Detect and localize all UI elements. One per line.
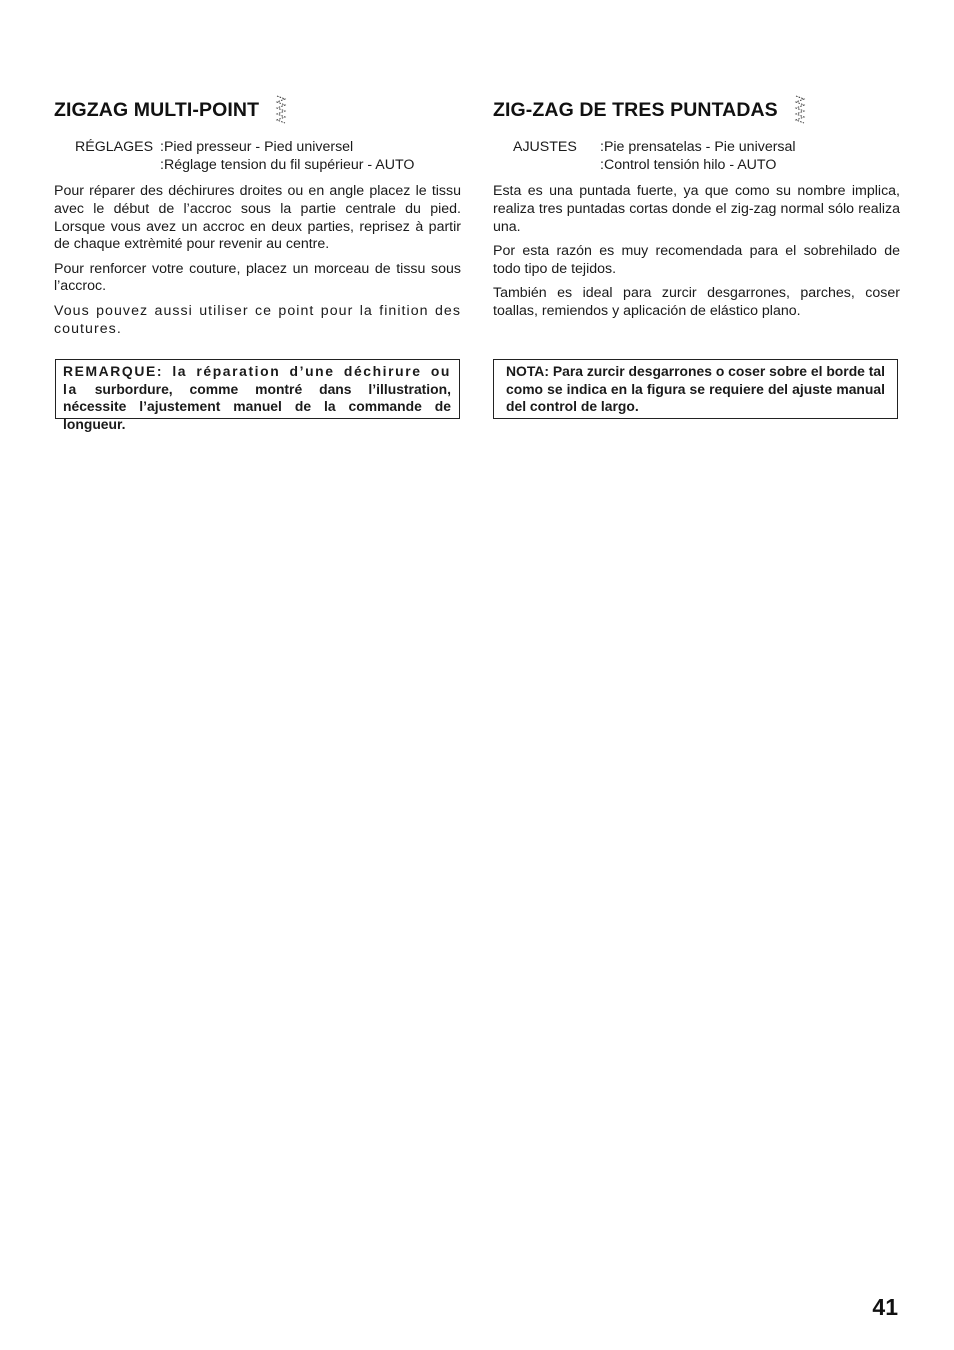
french-settings-label: RÉGLAGES <box>75 139 154 155</box>
spanish-paragraph-uses: También es ideal para zurcir desgarrones, parches, coser toallas, remiendos y aplicación de elástico plano. <box>493 284 900 319</box>
spanish-column <box>493 92 900 327</box>
spanish-section-title: ZIG-ZAG DE TRES PUNTADAS <box>493 98 778 121</box>
french-setting-thread-tension: :Réglage tension du fil supérieur - AUTO <box>160 157 415 173</box>
spanish-section-heading <box>493 92 900 128</box>
spanish-paragraph-overlock: Por esta razón es muy recomendada para el sobrehilado de todo tipo de tejidos. <box>493 242 900 277</box>
french-column <box>54 92 461 345</box>
french-section-heading <box>54 92 461 128</box>
french-note-text: surbordure, comme montré dans l’illustration, nécessite l’ajustement manuel de la commande de longueur. <box>63 380 451 432</box>
french-note-box <box>55 359 460 432</box>
spanish-settings <box>493 138 900 174</box>
french-section-title: ZIGZAG MULTI-POINT <box>54 98 260 121</box>
spanish-paragraph-strong-stitch: Esta es una puntada fuerte, ya que como su nombre implica, realiza tres puntadas cortas donde el zig-zag normal sólo realiza una. <box>493 183 900 235</box>
french-settings <box>54 138 461 174</box>
spanish-body-text <box>493 183 900 321</box>
french-paragraph-repair: Pour réparer des déchirures droites ou en angle placez le tissu avec le début de l’accroc sous la partie centrale du pied. Lorsque vous avez un accroc en deux parties, reprisez à partir de chaque extrèmité pour revenir au centre. <box>54 183 461 253</box>
spanish-note-box <box>493 359 898 419</box>
french-paragraph-reinforce: Pour renforcer votre couture, placez un morceau de tissu sous l’accroc. <box>54 260 461 295</box>
page-number: 41 <box>872 1294 898 1320</box>
spanish-setting-presser-foot: :Pie prensatelas - Pie universal <box>600 139 796 155</box>
spanish-setting-thread-tension: :Control tensión hilo - AUTO <box>600 157 777 173</box>
spanish-note-text: NOTA: Para zurcir desgarrones o coser sobre el borde tal como se indica en la figura se requiere del ajuste manual del control de largo. <box>506 363 885 415</box>
multi-point-zigzag-stitch-icon <box>273 94 289 126</box>
french-body-text <box>54 183 461 338</box>
french-setting-presser-foot: :Pied presseur - Pied universel <box>160 139 354 155</box>
french-note-first-line: REMARQUE: la réparation d’une déchirure ou la <box>63 363 451 397</box>
french-paragraph-finish: Vous pouvez aussi utiliser ce point pour la finition des coutures. <box>54 302 461 337</box>
three-step-zigzag-stitch-icon <box>792 94 808 126</box>
spanish-settings-label: AJUSTES <box>513 139 577 155</box>
